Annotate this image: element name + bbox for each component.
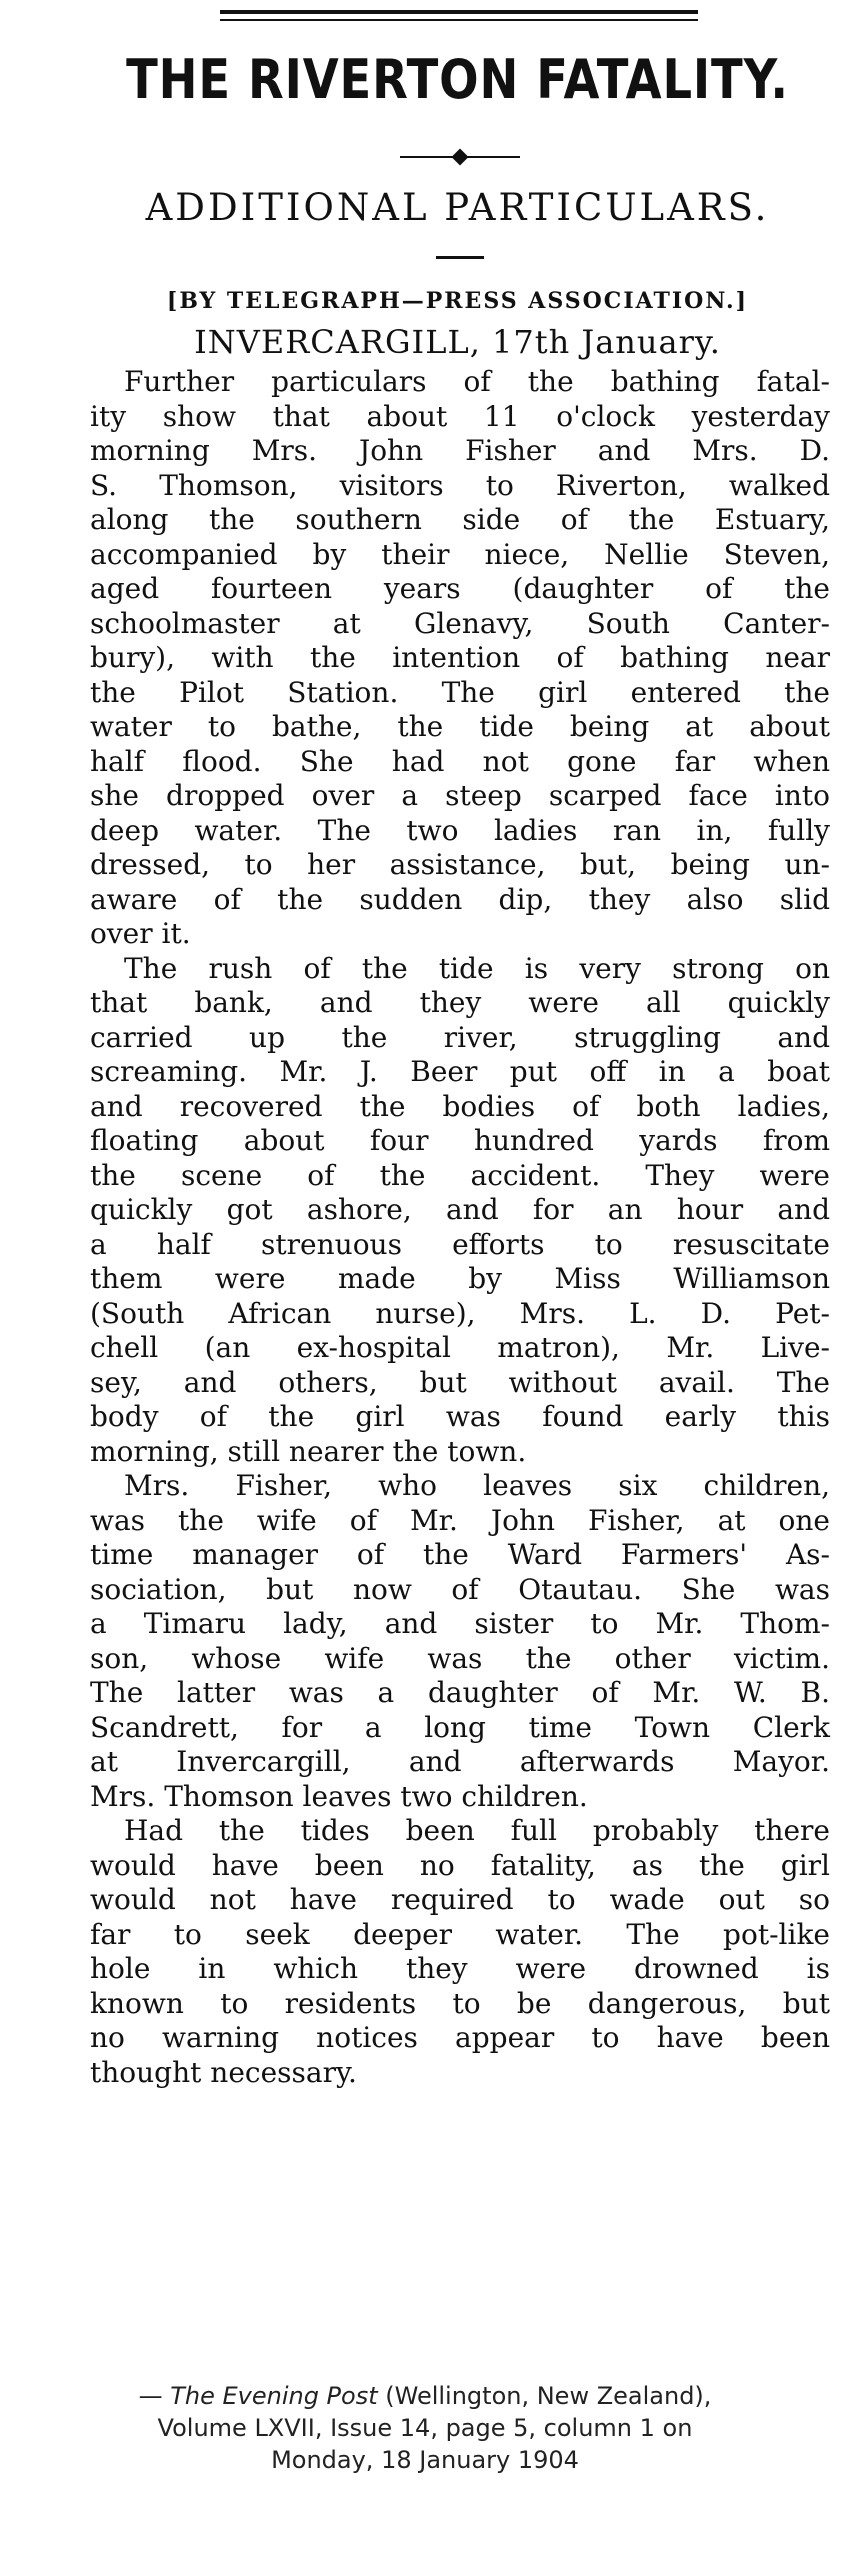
- paragraph: [90, 1814, 830, 2090]
- text-line: would have been no fatality, as the girl: [90, 1848, 830, 1882]
- text-line: morning Mrs. John Fisher and Mrs. D.: [90, 434, 830, 467]
- text-line: water to bathe, the tide being at about: [90, 710, 830, 743]
- newspaper-clipping: [70, 0, 845, 2360]
- text-line: morning, still nearer the town.: [90, 1434, 527, 1468]
- ornament-rule: [400, 150, 520, 164]
- text-line: accompanied by their niece, Nellie Steven,: [90, 537, 830, 571]
- subheadline: ADDITIONAL PARTICULARS.: [145, 186, 770, 229]
- text-line: Further particulars of the bathing fatal-: [124, 365, 830, 398]
- source-caption: [0, 2380, 850, 2476]
- short-divider: [436, 256, 484, 259]
- caption-line-1: [0, 2380, 850, 2412]
- top-double-rule-upper: [220, 10, 698, 14]
- text-line: chell (an ex-hospital matron), Mr. Live-: [90, 1331, 830, 1364]
- top-double-rule-lower: [220, 19, 698, 21]
- text-line: son, whose wife was the other victim.: [90, 1641, 830, 1675]
- text-line: The latter was a daughter of Mr. W. B.: [90, 1676, 830, 1709]
- caption-location: (Wellington, New Zealand),: [377, 2382, 712, 2410]
- text-line: sociation, but now of Otautau. She was: [90, 1572, 830, 1606]
- text-line: schoolmaster at Glenavy, South Canter-: [90, 606, 830, 640]
- byline: [BY TELEGRAPH—PRESS ASSOCIATION.]: [166, 288, 749, 314]
- paragraph: [90, 365, 830, 952]
- caption-line-3: Monday, 18 January 1904: [271, 2446, 579, 2474]
- text-line: time manager of the Ward Farmers' As-: [90, 1538, 830, 1571]
- text-line: the Pilot Station. The girl entered the: [90, 675, 830, 709]
- text-line: (South African nurse), Mrs. L. D. Pet-: [90, 1296, 830, 1330]
- text-line: aware of the sudden dip, they also slid: [90, 882, 830, 916]
- text-line: Mrs. Fisher, who leaves six children,: [124, 1469, 830, 1502]
- caption-line-2: Volume LXVII, Issue 14, page 5, column 1 on: [157, 2414, 693, 2442]
- text-line: half flood. She had not gone far when: [90, 744, 830, 778]
- text-line: them were made by Miss Williamson: [90, 1262, 830, 1295]
- text-line: the scene of the accident. They were: [90, 1158, 830, 1192]
- text-line: she dropped over a steep scarped face into: [90, 779, 830, 812]
- text-line: would not have required to wade out so: [90, 1883, 830, 1916]
- text-line: quickly got ashore, and for an hour and: [90, 1193, 830, 1226]
- ornament-diamond: [452, 149, 469, 166]
- caption-publication: The Evening Post: [170, 2382, 378, 2410]
- text-line: Scandrett, for a long time Town Clerk: [90, 1710, 830, 1744]
- text-line: S. Thomson, visitors to Riverton, walked: [90, 468, 830, 502]
- text-line: far to seek deeper water. The pot-like: [90, 1917, 830, 1951]
- text-line: body of the girl was found early this: [90, 1400, 830, 1433]
- text-line: screaming. Mr. J. Beer put off in a boat: [90, 1055, 830, 1088]
- text-line: thought necessary.: [90, 2055, 357, 2089]
- text-line: a Timaru lady, and sister to Mr. Thom-: [90, 1607, 830, 1640]
- text-line: carried up the river, struggling and: [90, 1020, 830, 1054]
- text-line: at Invercargill, and afterwards Mayor.: [90, 1745, 830, 1778]
- text-line: dressed, to her assistance, but, being un-: [90, 848, 830, 881]
- text-line: known to residents to be dangerous, but: [90, 1986, 830, 2020]
- text-line: Mrs. Thomson leaves two children.: [90, 1779, 588, 1813]
- paragraph: [90, 1469, 830, 1814]
- caption-dash: —: [138, 2382, 163, 2410]
- text-line: no warning notices appear to have been: [90, 2021, 830, 2054]
- text-line: was the wife of Mr. John Fisher, at one: [90, 1503, 830, 1537]
- text-line: sey, and others, but without avail. The: [90, 1365, 830, 1399]
- text-line: Had the tides been full probably there: [124, 1814, 830, 1847]
- text-line: a half strenuous efforts to resuscitate: [90, 1227, 830, 1261]
- article-body: [90, 365, 830, 2090]
- text-line: that bank, and they were all quickly: [90, 986, 830, 1019]
- text-line: The rush of the tide is very strong on: [124, 951, 830, 985]
- text-line: aged fourteen years (daughter of the: [90, 572, 830, 605]
- paragraph: [90, 952, 830, 1470]
- text-line: deep water. The two ladies ran in, fully: [90, 813, 830, 847]
- text-line: along the southern side of the Estuary,: [90, 503, 830, 536]
- text-line: floating about four hundred yards from: [90, 1124, 830, 1157]
- text-line: and recovered the bodies of both ladies,: [90, 1089, 830, 1123]
- text-line: over it.: [90, 917, 191, 950]
- text-line: ity show that about 11 o'clock yesterday: [90, 399, 830, 433]
- dateline: INVERCARGILL, 17th January.: [194, 323, 721, 361]
- headline: THE RIVERTON FATALITY.: [126, 48, 789, 111]
- text-line: bury), with the intention of bathing near: [90, 641, 830, 674]
- text-line: hole in which they were drowned is: [90, 1952, 830, 1985]
